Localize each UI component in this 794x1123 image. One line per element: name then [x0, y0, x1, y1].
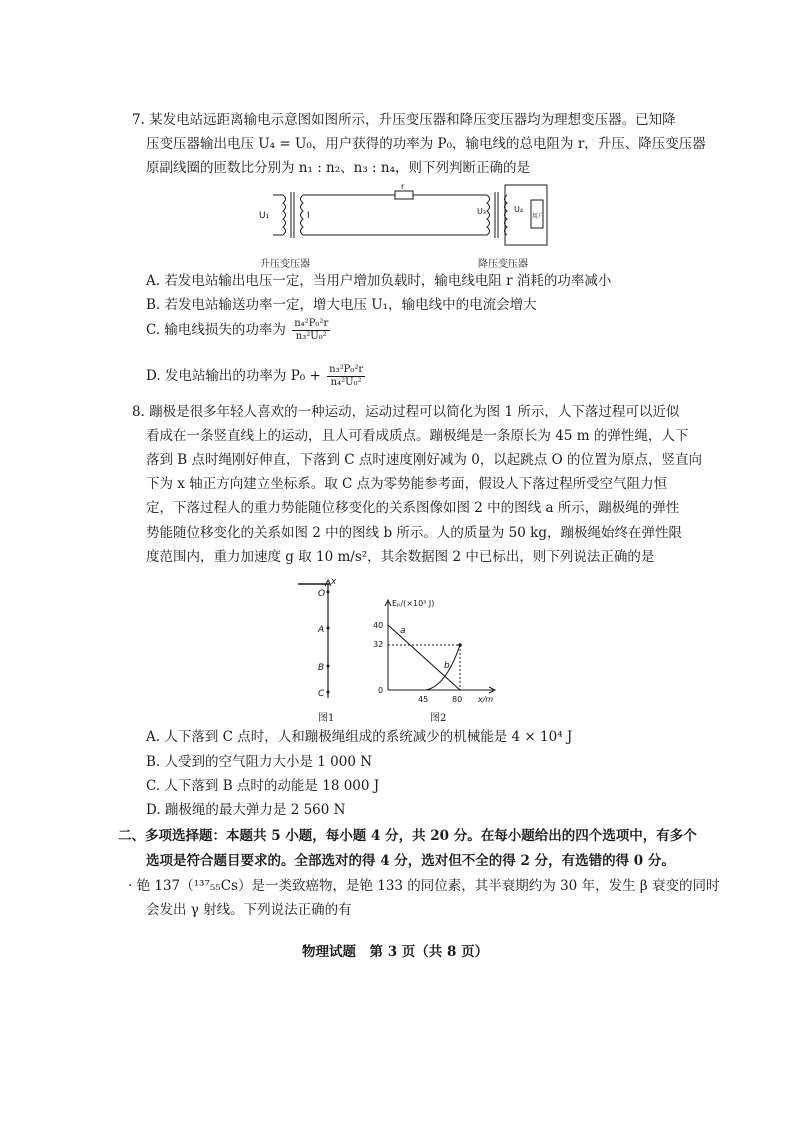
q8-option-b: B. 人受到的空气阻力大小是 1 000 N [146, 754, 373, 770]
fig2-line-a-label: a [400, 626, 406, 636]
q9-stem-line1: · 铯 137（¹³⁷₅₅Cs）是一类致癌物，是铯 133 的同位素，其半衰期约为 30 年，发生 β 衰变的同时 [128, 878, 720, 894]
q7-option-c-denominator: n₃²U₀² [295, 331, 327, 342]
fig2-y-axis-label: Eₚ/(×10³ J) [392, 599, 435, 608]
q8-stem-line7: 度范围内，重力加速度 g 取 10 m/s²，其余数据图 2 中已标出，则下列说法正确的是 [146, 549, 655, 565]
q7-option-d-denominator: n₄²U₀² [330, 377, 362, 388]
q7-option-a: A. 若发电站输出电压一定，当用户增加负载时，输电线电阻 r 消耗的功率减小 [146, 273, 612, 289]
fig1-point-b: B [318, 663, 325, 673]
q8-stem-line6: 势能随位移变化的关系如图 2 中的图线 b 所示。人的质量为 50 kg，蹦极绳始终在弹性限 [146, 525, 682, 541]
step-up-I-mark: I [307, 211, 310, 221]
q7-option-c-numerator: n₄²P₀²r [294, 318, 329, 329]
section2-heading-line1: 二、多项选择题：本题共 5 小题，每小题 4 分，共 20 分。在每小题给出的四个选项中，有多个 [118, 828, 697, 844]
q8-option-c: C. 人下落到 B 点时的动能是 18 000 J [146, 778, 380, 794]
fig2-x-axis-label: x/m [478, 695, 494, 704]
u4-label: U₄ [514, 205, 524, 214]
q8-stem-line5: 定，下落过程人的重力势能随位移变化的关系图像如图 2 中的图线 a 所示，蹦极绳的弹性 [146, 500, 680, 516]
step-up-transformer [273, 192, 303, 238]
transmission-lines [303, 191, 487, 235]
step-up-caption: 升压变压器 [260, 259, 310, 270]
fig1-point-a: A [318, 625, 325, 635]
figure-1-caption: 图1 [318, 713, 335, 724]
q8-stem-line2: 看成在一条竖直线上的运动，且人可看成质点。蹦极绳是一条原长为 45 m 的弹性绳，人下 [146, 428, 689, 444]
fig2-tick-80: 80 [452, 695, 463, 704]
user-label: 用户 [532, 213, 545, 220]
q8-option-d: D. 蹦极绳的最大弹力是 2 560 N [146, 802, 346, 818]
fig2-line-b-label: b [444, 661, 450, 671]
q9-stem-line2: 会发出 γ 射线。下列说法正确的有 [146, 902, 352, 918]
fig2-tick-40: 40 [373, 621, 384, 630]
q7-option-d-numerator: n₃²P₀²r [329, 364, 364, 375]
q7-option-c-text: C. 输电线损失的功率为 [146, 322, 286, 338]
u3-label: U₃ [477, 207, 487, 216]
figure-1-diagram [290, 578, 350, 703]
q8-stem-line3: 落到 B 点时绳刚好伸直，下落到 C 点时速度刚好减为 0，以起跳点 O 的位置为原点，竖直向 [146, 452, 702, 468]
fig2-tick-45: 45 [418, 695, 429, 704]
wire-resistance-label: r [401, 182, 405, 191]
fig1-x-axis-label: x [331, 578, 337, 587]
q8-stem-line4: 下为 x 轴正方向建立坐标系。取 C 点为零势能参考面，假设人下落过程所受空气阻力恒 [146, 476, 668, 492]
step-down-caption: 降压变压器 [478, 259, 528, 270]
q8-option-a: A. 人下落到 C 点时，人和蹦极绳组成的系统减少的机械能是 4 × 10⁴ J [146, 729, 573, 745]
q7-stem-line2: 压变压器输出电压 U₄ = U₀，用户获得的功率为 P₀，输电线的总电阻为 r，升压、降压变压器 [146, 136, 706, 152]
figure-2-caption: 图2 [430, 713, 447, 724]
q7-option-c-fraction [292, 318, 330, 343]
q7-option-d-text: D. 发电站输出的功率为 P₀ + [146, 368, 321, 384]
figure-2-graph [368, 590, 508, 708]
fig1-point-c: C [318, 689, 325, 699]
fig2-tick-0: 0 [378, 686, 384, 695]
q7-option-b: B. 若发电站输送功率一定，增大电压 U₁，输电线中的电流会增大 [146, 297, 537, 313]
section2-heading-line2: 选项是符合题目要求的。全部选对的得 4 分，选对但不全的得 2 分，有选错的得 0 分。 [146, 853, 675, 869]
q7-stem-line3: 原副线圈的匝数比分别为 n₁ : n₂、n₃ : n₄，则下列判断正确的是 [146, 160, 530, 176]
q7-option-c [146, 318, 332, 343]
fig2-line-b [426, 645, 460, 690]
q8-stem-line1: 8. 蹦极是很多年轻人喜欢的一种运动，运动过程可以简化为图 1 所示，人下落过程可以近似 [132, 404, 680, 420]
u1-label: U₁ [259, 211, 270, 221]
fig1-point-o: O [318, 589, 326, 599]
fig2-line-a [388, 625, 460, 690]
page-footer: 物理试题 第 3 页（共 8 页） [302, 944, 489, 960]
transmission-diagram [255, 180, 555, 255]
fig2-tick-32: 32 [373, 640, 384, 649]
q7-option-d-fraction [327, 364, 365, 389]
q7-option-d [146, 364, 367, 389]
q7-stem-line1: 7. 某发电站远距离输电示意图如图所示，升压变压器和降压变压器均为理想变压器。已知降 [132, 112, 676, 128]
